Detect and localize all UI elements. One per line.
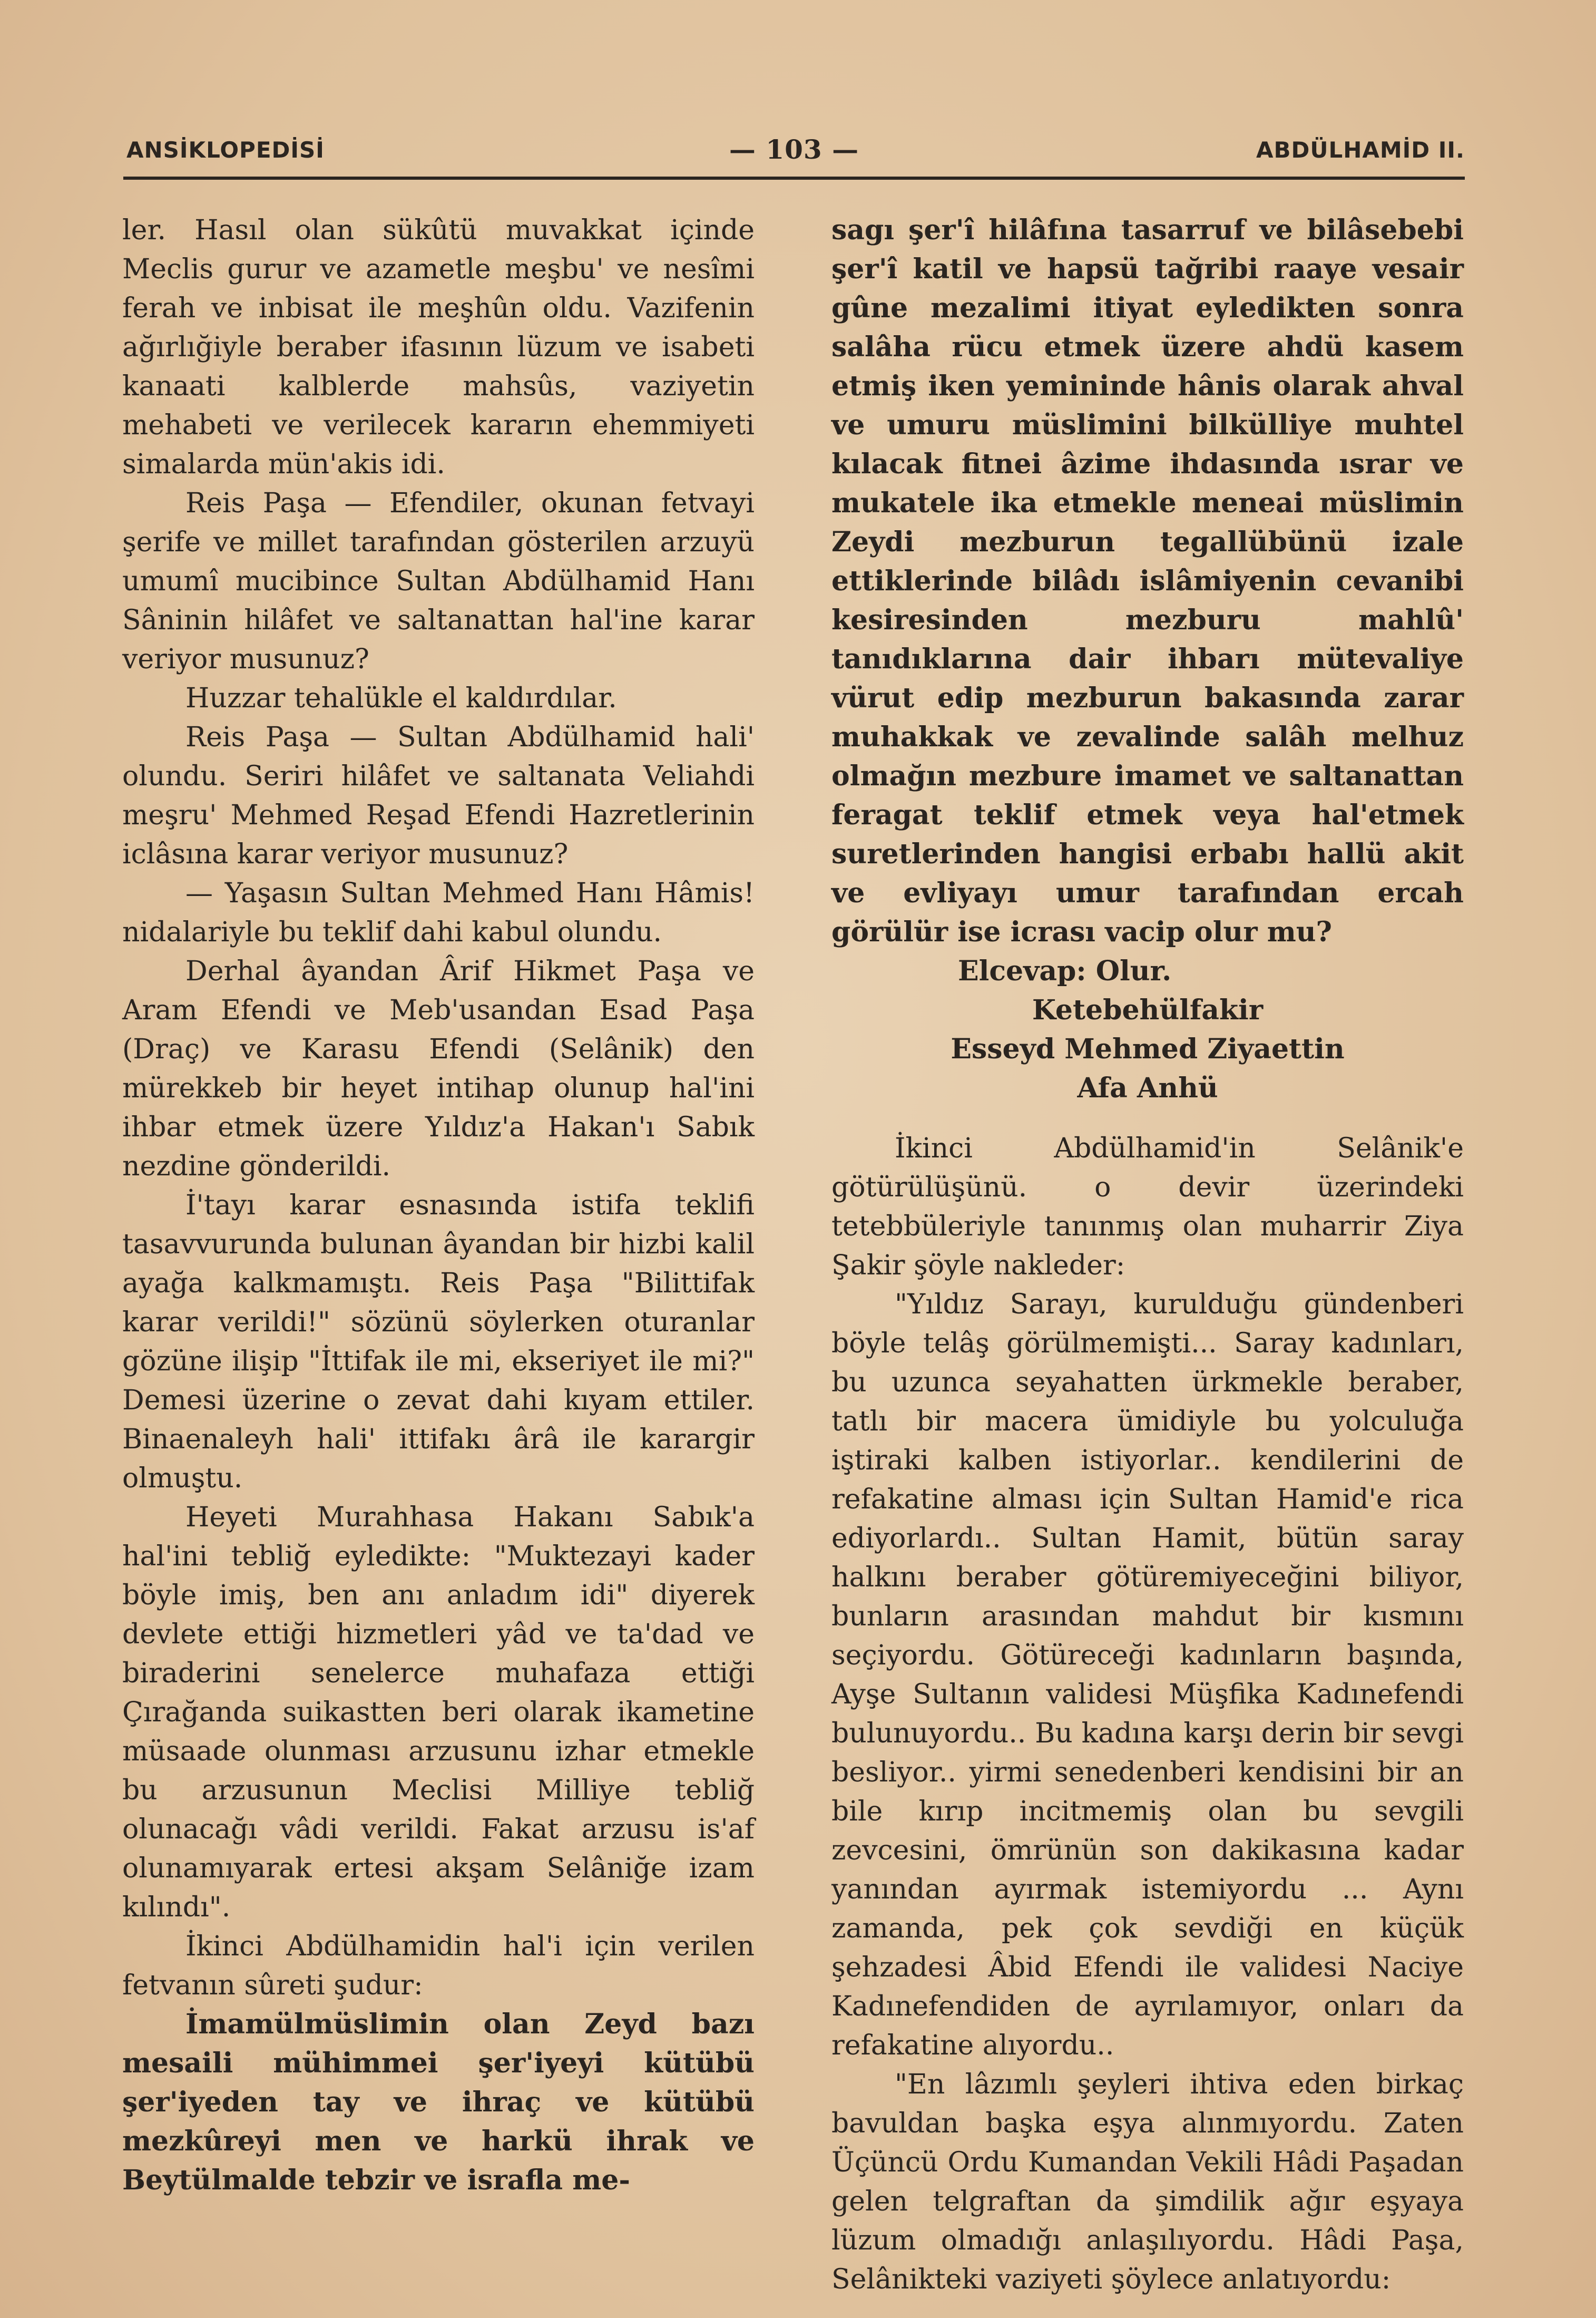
paragraph: Heyeti Murahhasa Hakanı Sabık'a hal'ini tebliğ eyledikte: "Muktezayi kader böyle imiş, ben anı anladım idi" diyerek devlete ettiği hizmetleri yâd ve ta'dad ve biraderini senelerce muhafaza ettiği Çırağanda suikastten beri olarak ikametine müsaade olunması arzusunu izhar etmekle bu arzusunun Meclisi Milliye tebliğ olunacağı vâdi verildi. Fakat arzusu is'af olunamıyarak ertesi akşam Selâniğe izam kılındı". <box>122 1502 755 1923</box>
paragraph: ler. Hasıl olan sükûtü muvakkat içinde Meclis gurur ve azametle meşbu' ve nesîmi ferah ve inbisat ile meşhûn oldu. Vazifenin ağırlığiyle beraber ifasının lüzum ve isabeti kanaati kalblerde mahsûs, vaziyetin mehabeti ve verilecek kararın ehemmiyeti simalarda mün'akis idi. <box>122 215 755 480</box>
header-left-title: ANSİKLOPEDİSİ <box>126 137 325 163</box>
left-column <box>122 211 755 2200</box>
header-rule <box>123 177 1465 180</box>
quote-paragraph: "En lâzımlı şeyleri ihtiva eden birkaç bavuldan başka eşya alınmıyordu. Zaten Üçüncü Ordu Kumandan Vekili Hâdi Paşadan gelen telgraftan da şimdilik ağır eşyaya lüzum olmadığı anlaşılıyordu. Hâdi Paşa, Selânikteki vaziyeti şöylece anlatıyordu: <box>831 2069 1464 2295</box>
header-right-title: ABDÜLHAMİD II. <box>1256 137 1465 163</box>
paragraph: İkinci Abdülhamidin hal'i için verilen fetvanın sûreti şudur: <box>122 1931 755 2001</box>
paragraph: Reis Paşa — Sultan Abdülhamid hali' olundu. Seriri hilâfet ve saltanata Veliahdi meşru' Mehmed Reşad Efendi Hazretlerinin iclâsına karar veriyor musunuz? <box>122 722 755 870</box>
paragraph: Reis Paşa — Efendiler, okunan fetvayi şerife ve millet tarafından gösterilen arzuyü umumî mucibince Sultan Abdülhamid Hanı Sâninin hilâfet ve saltanattan hal'ine karar veriyor musunuz? <box>122 488 755 675</box>
paragraph: Derhal âyandan Ârif Hikmet Paşa ve Aram Efendi ve Meb'usandan Esad Paşa (Draç) ve Karasu Efendi (Selânik) den mürekkeb bir heyet intihap olunup hal'ini ihbar etmek üzere Yıldız'a Hakan'ı Sabık nezdine gönderildi. <box>122 956 755 1182</box>
signature-line: Ketebehülfakir <box>1032 994 1264 1026</box>
signature-line: Esseyd Mehmed Ziyaettin <box>951 1033 1345 1065</box>
quote-paragraph: "Yıldız Sarayı, kurulduğu gündenberi böyle telâş görülmemişti... Saray kadınları, bu uzunca seyahatten ürkmekle beraber, tatlı bir macera ümidiyle bu yolculuğa iştiraki kalben istiyorlar.. kendilerini de refakatine alması için Sultan Hamid'e rica ediyorlardı.. Sultan Hamit, bütün saray halkını beraber götüremiyeceğini biliyor, bunların arasından mahdut bir kısmını seçiyordu. Götüreceği kadınların başında, Ayşe Sultanın validesi Müşfika Kadınefendi bulunuyordu.. Bu kadına karşı derin bir sevgi besliyor.. yirmi senedenberi kendisini bir an bile kırıp incitmemiş olan bu sevgili zevcesini, ömrünün son dakikasına kadar yanından ayırmak istemiyordu ... Aynı zamanda, pek çok sevdiği en küçük şehzadesi Âbid Efendi ile validesi Naciye Kadınefendiden de ayrılamıyor, onları da refakatine alıyordu.. <box>831 1289 1464 2061</box>
fetva-answer: Elcevap: Olur. <box>958 955 1172 987</box>
paragraph: — Yaşasın Sultan Mehmed Hanı Hâmis! nidalariyle bu teklif dahi kabul olundu. <box>122 878 755 948</box>
page-header <box>123 126 1465 179</box>
fetva-text: sagı şer'î hilâfına tasarruf ve bilâsebebi şer'î katil ve hapsü tağribi raaye vesair gûne mezalimi itiyat eyledikten sonra salâha rücu etmek üzere ahdü kasem etmiş iken yemininde hânis olarak ahval ve umuru müslimini bilkülliye muhtel kılacak fitnei âzime ihdasında ısrar ve mukatele ika etmekle meneai müslimin Zeydi mezburun tegallübünü izale ettiklerinde bilâdı islâmiyenin cevanibi kesiresinden mezburu mahlû' tanıdıklarına dair ihbarı mütevaliye vürut edip mezburun bakasında zarar muhakkak ve zevalinde salâh melhuz olmağın mezbure imamet ve saltanattan feragat teklif etmek veya hal'etmek suretlerinden hangisi erbabı hallü akit ve evliyayı umur tarafından ercah görülür ise icrası vacip olur mu? <box>831 214 1464 948</box>
signature-line: Afa Anhü <box>1077 1072 1218 1104</box>
paragraph: İ'tayı karar esnasında istifa teklifi tasavvurunda bulunan âyandan bir hizbi kalil ayağa kalkmamıştı. Reis Paşa "Bilittifak karar verildi!" sözünü söylerken oturanlar gözüne ilişip "İttifak ile mi, ekseriyet ile mi?" Demesi üzerine o zevat dahi kıyam ettiler. Binaenaleyh hali' ittifakı ârâ ile karargir olmuştu. <box>122 1190 755 1494</box>
fetva-text: İmamülmüslimin olan Zeyd bazı mesaili mühimmei şer'iyeyi kütübü şer'iyeden tay ve ihraç ve kütübü mezkûreyi men ve harkü ihrak ve Beytülmalde tebzir ve israfla me- <box>122 2008 755 2196</box>
paragraph: Huzzar tehalükle el kaldırdılar. <box>185 683 617 714</box>
page-number: — 103 — <box>729 134 859 165</box>
paragraph: İkinci Abdülhamid'in Selânik'e götürülüşünü. o devir üzerindeki tetebbüleriyle tanınmış olan muharrir Ziya Şakir şöyle nakleder: <box>831 1133 1464 1281</box>
right-column <box>831 211 1464 2299</box>
